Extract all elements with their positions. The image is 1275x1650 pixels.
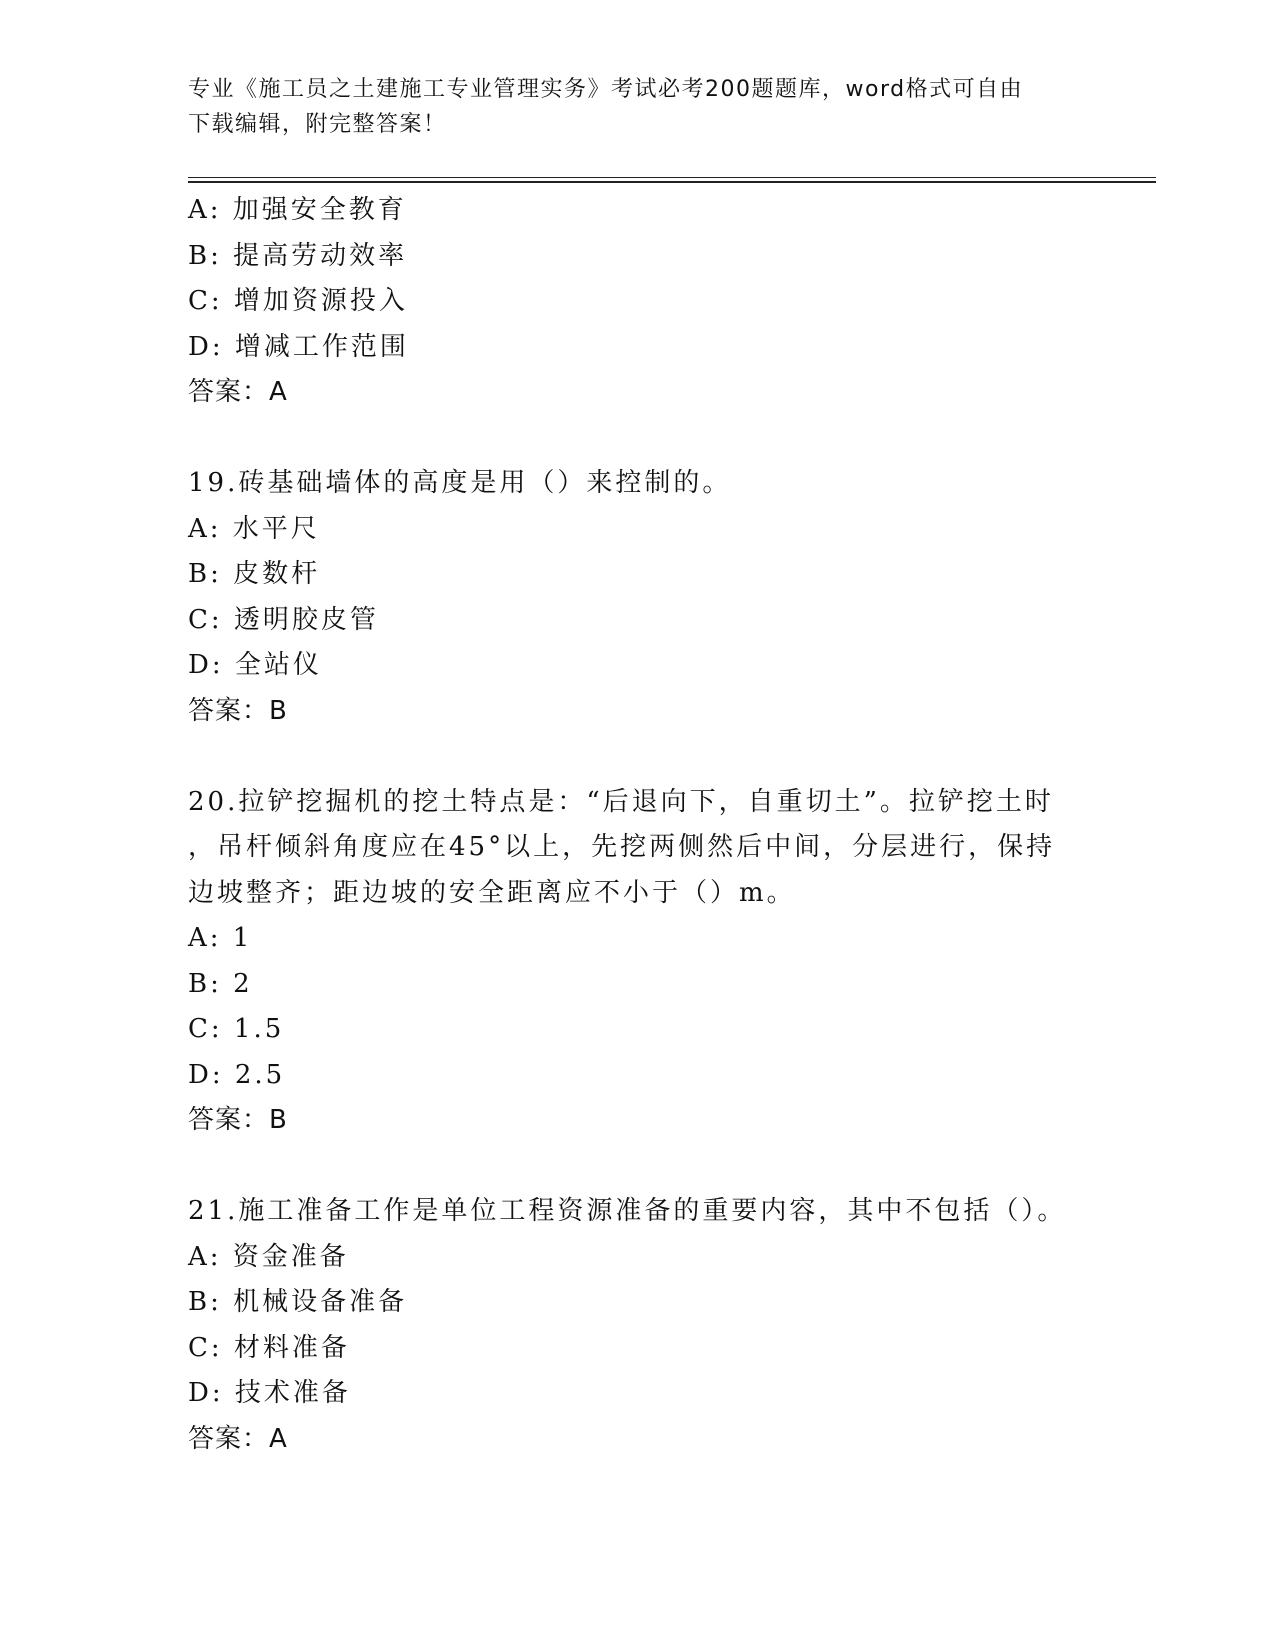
option-d: D: 全站仪 <box>188 650 322 680</box>
spacer <box>188 734 1088 780</box>
spacer <box>188 1144 1088 1190</box>
answer: 答案：B <box>188 695 288 726</box>
question-stem: 19.砖基础墙体的高度是用（）来控制的。 <box>188 468 732 498</box>
option-a: A: 1 <box>188 923 253 953</box>
header-divider-thin <box>188 177 1156 178</box>
option-b: B: 机械设备准备 <box>188 1287 408 1317</box>
header-line-2: 下载编辑，附完整答案！ <box>188 112 447 137</box>
option-b: B: 提高劳动效率 <box>188 240 408 271</box>
question-19 <box>188 461 1088 734</box>
question-stem: 21.施工准备工作是单位工程资源准备的重要内容，其中不包括（）。 <box>188 1196 1067 1226</box>
document-header <box>188 72 1068 142</box>
option-d: D: 技术准备 <box>188 1378 351 1408</box>
answer: 答案：A <box>188 1423 288 1454</box>
question-21 <box>188 1189 1088 1462</box>
option-c: C: 材料准备 <box>188 1332 350 1363</box>
header-divider-thick <box>188 181 1156 183</box>
answer: 答案：A <box>188 377 288 407</box>
question-20 <box>188 780 1088 1144</box>
header-line-1: 专业《施工员之土建施工专业管理实务》考试必考200题题库，word格式可自由 <box>188 77 1024 102</box>
option-c: C: 增加资源投入 <box>188 286 408 316</box>
question-stem-line-2: ，吊杆倾斜角度应在45°以上，先挖两侧然后中间，分层进行，保持 <box>188 832 1056 862</box>
option-a: A: 加强安全教育 <box>188 195 407 225</box>
question-stem-line-1: 20.拉铲挖掘机的挖土特点是：“后退向下，自重切土”。拉铲挖土时 <box>188 786 1054 817</box>
question-list <box>188 188 1088 1462</box>
option-b: B: 皮数杆 <box>188 559 321 589</box>
spacer <box>188 416 1088 462</box>
question-stem-line-3: 边坡整齐；距边坡的安全距离应不小于（）m。 <box>188 877 796 908</box>
option-a: A: 水平尺 <box>188 513 320 544</box>
option-b: B: 2 <box>188 968 253 999</box>
answer: 答案：B <box>188 1105 288 1135</box>
option-d: D: 2.5 <box>188 1059 286 1090</box>
option-a: A: 资金准备 <box>188 1241 349 1272</box>
option-c: C: 1.5 <box>188 1014 285 1044</box>
question-18 <box>188 188 1088 416</box>
option-d: D: 增减工作范围 <box>188 331 409 362</box>
option-c: C: 透明胶皮管 <box>188 604 379 635</box>
